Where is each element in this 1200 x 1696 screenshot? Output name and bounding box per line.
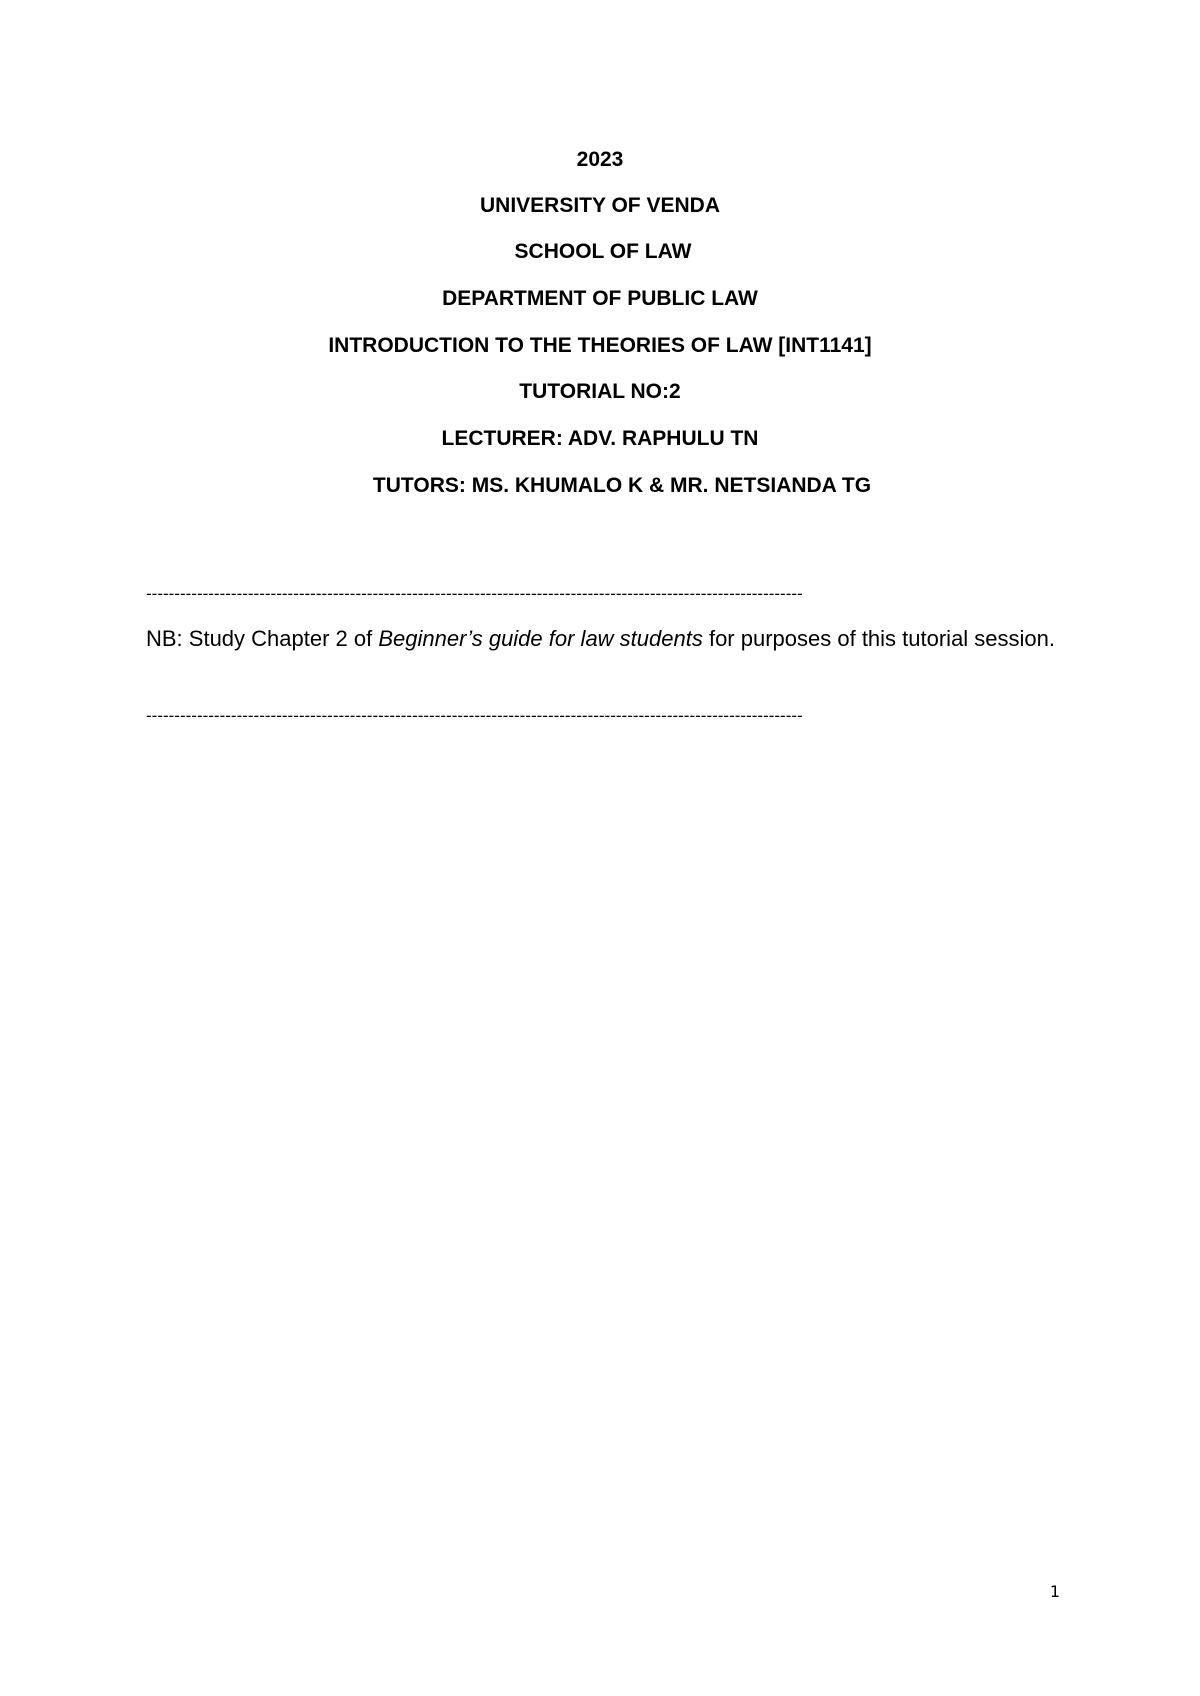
year-heading: 2023: [576, 148, 624, 171]
university-heading: UNIVERSITY OF VENDA: [480, 194, 720, 217]
study-note: [146, 623, 1066, 654]
course-heading: INTRODUCTION TO THE THEORIES OF LAW [INT1141]: [328, 334, 872, 357]
note-prefix: NB: Study Chapter 2 of: [146, 626, 379, 651]
department-heading: DEPARTMENT OF PUBLIC LAW: [442, 287, 758, 310]
note-suffix: for purposes of this tutorial session.: [702, 626, 1056, 651]
school-heading: SCHOOL OF LAW: [514, 240, 692, 263]
tutors-heading: TUTORS: MS. KHUMALO K & MR. NETSIANDA TG: [372, 474, 872, 497]
top-dashed-separator: --------------------------------------------------------------------------------------------------------------------: [146, 584, 803, 603]
book-title: Beginner’s guide for law students: [378, 626, 703, 651]
tutorial-number-heading: TUTORIAL NO:2: [519, 380, 681, 403]
page-number: 1: [1049, 1582, 1060, 1601]
bottom-dashed-separator: --------------------------------------------------------------------------------------------------------------------: [146, 706, 803, 725]
lecturer-heading: LECTURER: ADV. RAPHULU TN: [441, 427, 759, 450]
